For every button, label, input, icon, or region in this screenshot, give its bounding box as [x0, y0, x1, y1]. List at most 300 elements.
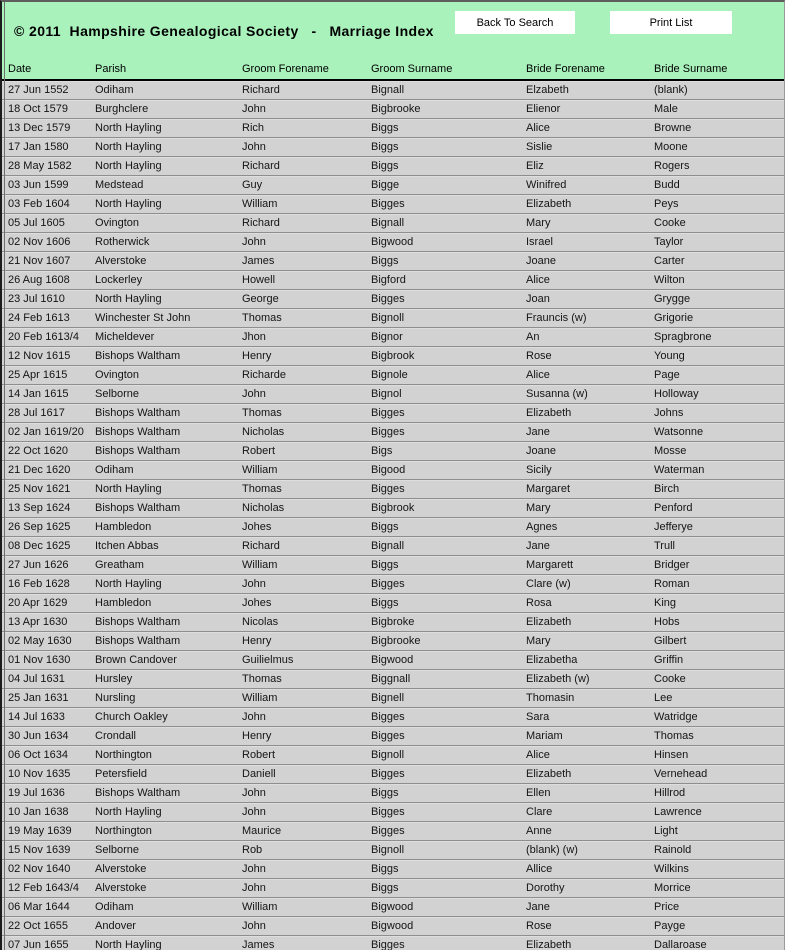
table-row[interactable]: [2, 442, 784, 461]
cell-date: 13 Dec 1579: [8, 122, 71, 134]
cell-date: 07 Jun 1655: [8, 939, 69, 950]
cell-parish: Ovington: [95, 369, 140, 381]
cell-bride-forename: Alice: [526, 369, 550, 381]
cell-bride-forename: Sicily: [526, 464, 552, 476]
cell-bride-forename: Elizabeth: [526, 198, 572, 210]
table-row[interactable]: [2, 518, 784, 537]
window-inner-border: [4, 2, 5, 950]
table-row[interactable]: [2, 765, 784, 784]
cell-date: 15 Nov 1639: [8, 844, 71, 856]
cell-parish: Ovington: [95, 217, 140, 229]
cell-date: 20 Apr 1629: [8, 597, 68, 609]
cell-bride-surname: Morrice: [654, 882, 691, 894]
cell-groom-surname: Bignall: [371, 540, 405, 552]
cell-groom-forename: John: [242, 578, 266, 590]
table-row[interactable]: [2, 841, 784, 860]
cell-bride-surname: Hinsen: [654, 749, 689, 761]
cell-groom-forename: Henry: [242, 730, 272, 742]
cell-bride-surname: Penford: [654, 502, 693, 514]
cell-bride-forename: Jane: [526, 901, 550, 913]
cell-date: 02 May 1630: [8, 635, 72, 647]
cell-bride-forename: Sislie: [526, 141, 553, 153]
table-row[interactable]: [2, 613, 784, 632]
cell-groom-forename: James: [242, 255, 275, 267]
cell-parish: North Hayling: [95, 939, 162, 950]
cell-groom-surname: Bigges: [371, 806, 405, 818]
cell-bride-forename: Dorothy: [526, 882, 565, 894]
cell-date: 06 Oct 1634: [8, 749, 68, 761]
cell-date: 13 Apr 1630: [8, 616, 68, 628]
cell-date: 12 Feb 1643/4: [8, 882, 79, 894]
cell-date: 10 Jan 1638: [8, 806, 69, 818]
cell-bride-surname: Carter: [654, 255, 685, 267]
cell-bride-surname: Thomas: [654, 730, 694, 742]
table-row[interactable]: [2, 157, 784, 176]
cell-date: 23 Jul 1610: [8, 293, 65, 305]
cell-groom-forename: Johes: [242, 597, 272, 609]
column-headers: [2, 60, 784, 78]
table-row[interactable]: [2, 784, 784, 803]
table-row[interactable]: [2, 328, 784, 347]
cell-bride-surname: Watsonne: [654, 426, 704, 438]
cell-parish: Winchester St John: [95, 312, 191, 324]
cell-bride-surname: Griffin: [654, 654, 684, 666]
cell-parish: Odiham: [95, 84, 134, 96]
cell-parish: Andover: [95, 920, 136, 932]
table-row[interactable]: [2, 385, 784, 404]
cell-bride-surname: Mosse: [654, 445, 687, 457]
cell-groom-surname: Bigges: [371, 407, 405, 419]
cell-bride-surname: Peys: [654, 198, 679, 210]
table-row[interactable]: [2, 898, 784, 917]
cell-bride-forename: (blank) (w): [526, 844, 578, 856]
cell-groom-forename: Richarde: [242, 369, 287, 381]
cell-bride-surname: Grygge: [654, 293, 691, 305]
cell-groom-forename: John: [242, 863, 266, 875]
cell-groom-surname: Bignol: [371, 388, 402, 400]
cell-parish: Bishops Waltham: [95, 787, 181, 799]
cell-parish: North Hayling: [95, 578, 162, 590]
print-list-button[interactable]: Print List: [610, 11, 732, 34]
cell-groom-surname: Bigges: [371, 198, 405, 210]
cell-groom-surname: Bignall: [371, 217, 405, 229]
table-row[interactable]: [2, 233, 784, 252]
cell-date: 28 Jul 1617: [8, 407, 65, 419]
cell-groom-forename: Guilielmus: [242, 654, 294, 666]
cell-groom-surname: Bigges: [371, 426, 405, 438]
cell-date: 25 Apr 1615: [8, 369, 68, 381]
cell-parish: North Hayling: [95, 198, 162, 210]
cell-bride-forename: Israel: [526, 236, 553, 248]
cell-groom-surname: Biggs: [371, 559, 399, 571]
cell-date: 12 Nov 1615: [8, 350, 71, 362]
cell-bride-forename: Joan: [526, 293, 550, 305]
table-row[interactable]: [2, 252, 784, 271]
cell-groom-forename: Rich: [242, 122, 265, 134]
cell-bride-surname: Taylor: [654, 236, 684, 248]
cell-parish: Rotherwick: [95, 236, 150, 248]
table-row[interactable]: [2, 309, 784, 328]
table-row[interactable]: [2, 271, 784, 290]
cell-groom-forename: Johes: [242, 521, 272, 533]
cell-bride-forename: Thomasin: [526, 692, 575, 704]
table-row[interactable]: [2, 480, 784, 499]
table-row[interactable]: [2, 803, 784, 822]
cell-groom-forename: Nicholas: [242, 426, 285, 438]
column-header-groom-surname: Groom Surname: [371, 63, 453, 75]
cell-date: 02 Nov 1606: [8, 236, 71, 248]
table-row[interactable]: [2, 138, 784, 157]
cell-bride-surname: Light: [654, 825, 678, 837]
table-row[interactable]: [2, 708, 784, 727]
cell-parish: Burghclere: [95, 103, 149, 115]
cell-parish: Church Oakley: [95, 711, 168, 723]
cell-groom-forename: William: [242, 559, 278, 571]
cell-groom-surname: Bigges: [371, 730, 405, 742]
cell-date: 20 Feb 1613/4: [8, 331, 79, 343]
cell-bride-forename: Frauncis (w): [526, 312, 587, 324]
cell-groom-forename: John: [242, 388, 266, 400]
cell-parish: Alverstoke: [95, 863, 147, 875]
cell-groom-surname: Bigbrooke: [371, 103, 421, 115]
cell-bride-surname: King: [654, 597, 677, 609]
cell-groom-surname: Bignall: [371, 84, 405, 96]
column-header-date: Date: [8, 63, 32, 75]
cell-bride-surname: Cooke: [654, 217, 686, 229]
cell-parish: North Hayling: [95, 160, 162, 172]
cell-groom-forename: John: [242, 806, 266, 818]
cell-date: 18 Oct 1579: [8, 103, 68, 115]
cell-bride-forename: Agnes: [526, 521, 558, 533]
cell-date: 02 Nov 1640: [8, 863, 71, 875]
table-row[interactable]: [2, 537, 784, 556]
cell-parish: Selborne: [95, 844, 140, 856]
table-row[interactable]: [2, 423, 784, 442]
cell-bride-forename: Elizabeth: [526, 939, 572, 950]
cell-groom-surname: Biggs: [371, 882, 399, 894]
table-row[interactable]: [2, 651, 784, 670]
cell-groom-forename: Nicholas: [242, 502, 285, 514]
cell-parish: Odiham: [95, 464, 134, 476]
cell-bride-surname: Browne: [654, 122, 692, 134]
cell-parish: Bishops Waltham: [95, 407, 181, 419]
table-row[interactable]: [2, 936, 784, 950]
cell-date: 24 Feb 1613: [8, 312, 70, 324]
cell-bride-surname: Birch: [654, 483, 680, 495]
cell-groom-forename: Guy: [242, 179, 263, 191]
cell-bride-surname: Lee: [654, 692, 673, 704]
cell-groom-surname: Bigbrooke: [371, 635, 421, 647]
cell-bride-forename: Elizabeth (w): [526, 673, 590, 685]
table-row[interactable]: [2, 347, 784, 366]
table-row[interactable]: [2, 632, 784, 651]
cell-bride-surname: Spragbrone: [654, 331, 712, 343]
table-row[interactable]: [2, 556, 784, 575]
cell-groom-forename: Thomas: [242, 673, 282, 685]
cell-bride-surname: Grigorie: [654, 312, 694, 324]
cell-groom-forename: William: [242, 464, 278, 476]
cell-parish: North Hayling: [95, 141, 162, 153]
cell-bride-surname: Jefferye: [654, 521, 693, 533]
cell-bride-surname: Rogers: [654, 160, 690, 172]
cell-parish: Bishops Waltham: [95, 502, 181, 514]
cell-groom-forename: Thomas: [242, 407, 282, 419]
back-to-search-button[interactable]: Back To Search: [455, 11, 575, 34]
cell-groom-surname: Biggs: [371, 141, 399, 153]
cell-bride-forename: Mary: [526, 217, 551, 229]
cell-bride-forename: Susanna (w): [526, 388, 588, 400]
cell-bride-forename: Mary: [526, 635, 551, 647]
cell-groom-forename: Maurice: [242, 825, 282, 837]
cell-groom-surname: Bignole: [371, 369, 408, 381]
table-row[interactable]: [2, 727, 784, 746]
cell-bride-forename: Allice: [526, 863, 553, 875]
table-row[interactable]: [2, 879, 784, 898]
cell-groom-surname: Bigwood: [371, 901, 414, 913]
cell-groom-surname: Bigges: [371, 825, 405, 837]
cell-groom-forename: William: [242, 901, 278, 913]
table-row[interactable]: [2, 195, 784, 214]
cell-bride-forename: Alice: [526, 749, 550, 761]
cell-bride-forename: Eliz: [526, 160, 544, 172]
cell-groom-surname: Bigge: [371, 179, 400, 191]
cell-groom-forename: William: [242, 692, 278, 704]
cell-date: 14 Jul 1633: [8, 711, 65, 723]
cell-bride-forename: Joane: [526, 255, 556, 267]
cell-groom-surname: Biggs: [371, 160, 399, 172]
cell-parish: North Hayling: [95, 293, 162, 305]
cell-groom-surname: Bigges: [371, 939, 405, 950]
cell-groom-forename: John: [242, 920, 266, 932]
table-row[interactable]: [2, 119, 784, 138]
cell-parish: Bishops Waltham: [95, 350, 181, 362]
cell-bride-surname: Payge: [654, 920, 686, 932]
cell-bride-surname: Hillrod: [654, 787, 686, 799]
cell-groom-forename: Robert: [242, 749, 276, 761]
cell-bride-forename: Clare (w): [526, 578, 571, 590]
table-row[interactable]: [2, 214, 784, 233]
cell-bride-surname: Cooke: [654, 673, 686, 685]
cell-bride-forename: Jane: [526, 426, 550, 438]
cell-parish: Odiham: [95, 901, 134, 913]
cell-parish: Medstead: [95, 179, 144, 191]
cell-date: 22 Oct 1620: [8, 445, 68, 457]
cell-parish: North Hayling: [95, 122, 162, 134]
table-row[interactable]: [2, 290, 784, 309]
table-row[interactable]: [2, 822, 784, 841]
cell-groom-forename: John: [242, 882, 266, 894]
cell-groom-surname: Bigges: [371, 768, 405, 780]
cell-groom-surname: Biggs: [371, 597, 399, 609]
cell-parish: North Hayling: [95, 806, 162, 818]
cell-groom-forename: James: [242, 939, 275, 950]
table-row[interactable]: [2, 176, 784, 195]
cell-groom-forename: William: [242, 198, 278, 210]
table-row[interactable]: [2, 81, 784, 100]
cell-bride-surname: Holloway: [654, 388, 699, 400]
cell-groom-forename: Daniell: [242, 768, 276, 780]
cell-bride-forename: Elizabeth: [526, 407, 572, 419]
cell-bride-forename: Joane: [526, 445, 556, 457]
cell-groom-forename: Thomas: [242, 483, 282, 495]
cell-parish: Itchen Abbas: [95, 540, 159, 552]
cell-bride-forename: Jane: [526, 540, 550, 552]
cell-groom-surname: Bigwood: [371, 654, 414, 666]
cell-bride-forename: Mary: [526, 502, 551, 514]
cell-bride-surname: Vernehead: [654, 768, 708, 780]
cell-parish: Nursling: [95, 692, 136, 704]
cell-bride-surname: Bridger: [654, 559, 690, 571]
cell-groom-surname: Bigges: [371, 483, 405, 495]
cell-groom-forename: Jhon: [242, 331, 266, 343]
table-row[interactable]: [2, 670, 784, 689]
table-row[interactable]: [2, 366, 784, 385]
table-row[interactable]: [2, 100, 784, 119]
cell-parish: Bishops Waltham: [95, 426, 181, 438]
cell-bride-surname: Young: [654, 350, 685, 362]
cell-date: 02 Jan 1619/20: [8, 426, 84, 438]
cell-date: 04 Jul 1631: [8, 673, 65, 685]
table-row[interactable]: [2, 917, 784, 936]
cell-groom-forename: Thomas: [242, 312, 282, 324]
cell-groom-forename: Nicolas: [242, 616, 279, 628]
cell-parish: Bishops Waltham: [95, 616, 181, 628]
cell-bride-forename: Rosa: [526, 597, 552, 609]
cell-bride-surname: (blank): [654, 84, 688, 96]
cell-bride-forename: Anne: [526, 825, 552, 837]
column-header-groom-forename: Groom Forename: [242, 63, 329, 75]
cell-parish: Hambledon: [95, 597, 152, 609]
cell-groom-forename: John: [242, 141, 266, 153]
cell-groom-forename: John: [242, 103, 266, 115]
cell-date: 08 Dec 1625: [8, 540, 71, 552]
cell-date: 22 Oct 1655: [8, 920, 68, 932]
cell-date: 28 May 1582: [8, 160, 72, 172]
cell-parish: Brown Candover: [95, 654, 177, 666]
cell-bride-forename: Rose: [526, 350, 552, 362]
cell-bride-forename: Sara: [526, 711, 550, 723]
cell-groom-forename: Howell: [242, 274, 276, 286]
cell-groom-surname: Bigwood: [371, 920, 414, 932]
cell-bride-surname: Lawrence: [654, 806, 702, 818]
cell-groom-surname: Bigbroke: [371, 616, 415, 628]
cell-groom-forename: Robert: [242, 445, 276, 457]
cell-groom-forename: John: [242, 711, 266, 723]
cell-groom-forename: Richard: [242, 84, 280, 96]
cell-bride-forename: Margaret: [526, 483, 571, 495]
cell-bride-forename: An: [526, 331, 540, 343]
cell-bride-surname: Hobs: [654, 616, 680, 628]
cell-parish: Crondall: [95, 730, 136, 742]
marriage-records-list: [2, 81, 784, 950]
cell-bride-forename: Elienor: [526, 103, 561, 115]
cell-bride-surname: Waterman: [654, 464, 705, 476]
cell-groom-surname: Bigford: [371, 274, 406, 286]
cell-bride-surname: Trull: [654, 540, 675, 552]
cell-parish: Northington: [95, 825, 152, 837]
header: [2, 2, 784, 81]
table-row[interactable]: [2, 575, 784, 594]
cell-groom-forename: John: [242, 236, 266, 248]
cell-groom-surname: Biggs: [371, 255, 399, 267]
cell-bride-surname: Dallaroase: [654, 939, 707, 950]
table-row[interactable]: [2, 689, 784, 708]
cell-groom-surname: Bigges: [371, 293, 405, 305]
column-header-bride-forename: Bride Forename: [526, 63, 605, 75]
table-row[interactable]: [2, 499, 784, 518]
cell-parish: Lockerley: [95, 274, 143, 286]
cell-bride-forename: Margarett: [526, 559, 574, 571]
cell-bride-surname: Gilbert: [654, 635, 687, 647]
cell-groom-forename: Richard: [242, 540, 280, 552]
cell-groom-surname: Bigges: [371, 578, 405, 590]
cell-date: 19 May 1639: [8, 825, 72, 837]
cell-parish: Hambledon: [95, 521, 152, 533]
cell-parish: Greatham: [95, 559, 144, 571]
cell-bride-surname: Wilkins: [654, 863, 689, 875]
cell-groom-surname: Bigbrook: [371, 350, 415, 362]
cell-groom-surname: Biggs: [371, 787, 399, 799]
cell-bride-surname: Page: [654, 369, 680, 381]
cell-date: 25 Nov 1621: [8, 483, 71, 495]
cell-groom-surname: Biggs: [371, 863, 399, 875]
cell-bride-surname: Rainold: [654, 844, 692, 856]
table-row[interactable]: [2, 746, 784, 765]
cell-date: 21 Dec 1620: [8, 464, 71, 476]
cell-date: 17 Jan 1580: [8, 141, 69, 153]
cell-groom-surname: Bignoll: [371, 749, 405, 761]
cell-date: 25 Jan 1631: [8, 692, 69, 704]
cell-date: 06 Mar 1644: [8, 901, 70, 913]
cell-groom-forename: Henry: [242, 350, 272, 362]
table-row[interactable]: [2, 404, 784, 423]
page-title: © 2011 Hampshire Genealogical Society - Marriage Index: [14, 23, 434, 39]
cell-bride-forename: Alice: [526, 122, 550, 134]
cell-bride-surname: Wilton: [654, 274, 685, 286]
cell-date: 21 Nov 1607: [8, 255, 71, 267]
cell-date: 03 Feb 1604: [8, 198, 70, 210]
column-header-parish: Parish: [95, 63, 127, 75]
cell-bride-forename: Alice: [526, 274, 550, 286]
cell-parish: Alverstoke: [95, 255, 147, 267]
cell-bride-surname: Moone: [654, 141, 688, 153]
cell-groom-surname: Bigges: [371, 711, 405, 723]
cell-parish: Micheldever: [95, 331, 155, 343]
cell-groom-surname: Bigwood: [371, 236, 414, 248]
cell-bride-forename: Winifred: [526, 179, 567, 191]
cell-groom-surname: Biggs: [371, 122, 399, 134]
table-row[interactable]: [2, 594, 784, 613]
cell-groom-surname: Bignoll: [371, 312, 405, 324]
cell-date: 27 Jun 1552: [8, 84, 69, 96]
cell-groom-surname: Bigbrook: [371, 502, 415, 514]
cell-parish: Hursley: [95, 673, 133, 685]
cell-bride-forename: Clare: [526, 806, 553, 818]
cell-bride-forename: Elzabeth: [526, 84, 569, 96]
cell-groom-surname: Bignoll: [371, 844, 405, 856]
cell-date: 10 Nov 1635: [8, 768, 71, 780]
cell-groom-forename: George: [242, 293, 279, 305]
cell-parish: Northington: [95, 749, 152, 761]
cell-date: 05 Jul 1605: [8, 217, 65, 229]
cell-groom-surname: Bigood: [371, 464, 406, 476]
cell-date: 26 Aug 1608: [8, 274, 70, 286]
table-row[interactable]: [2, 860, 784, 879]
table-row[interactable]: [2, 461, 784, 480]
cell-date: 14 Jan 1615: [8, 388, 69, 400]
cell-date: 16 Feb 1628: [8, 578, 70, 590]
cell-parish: Alverstoke: [95, 882, 147, 894]
